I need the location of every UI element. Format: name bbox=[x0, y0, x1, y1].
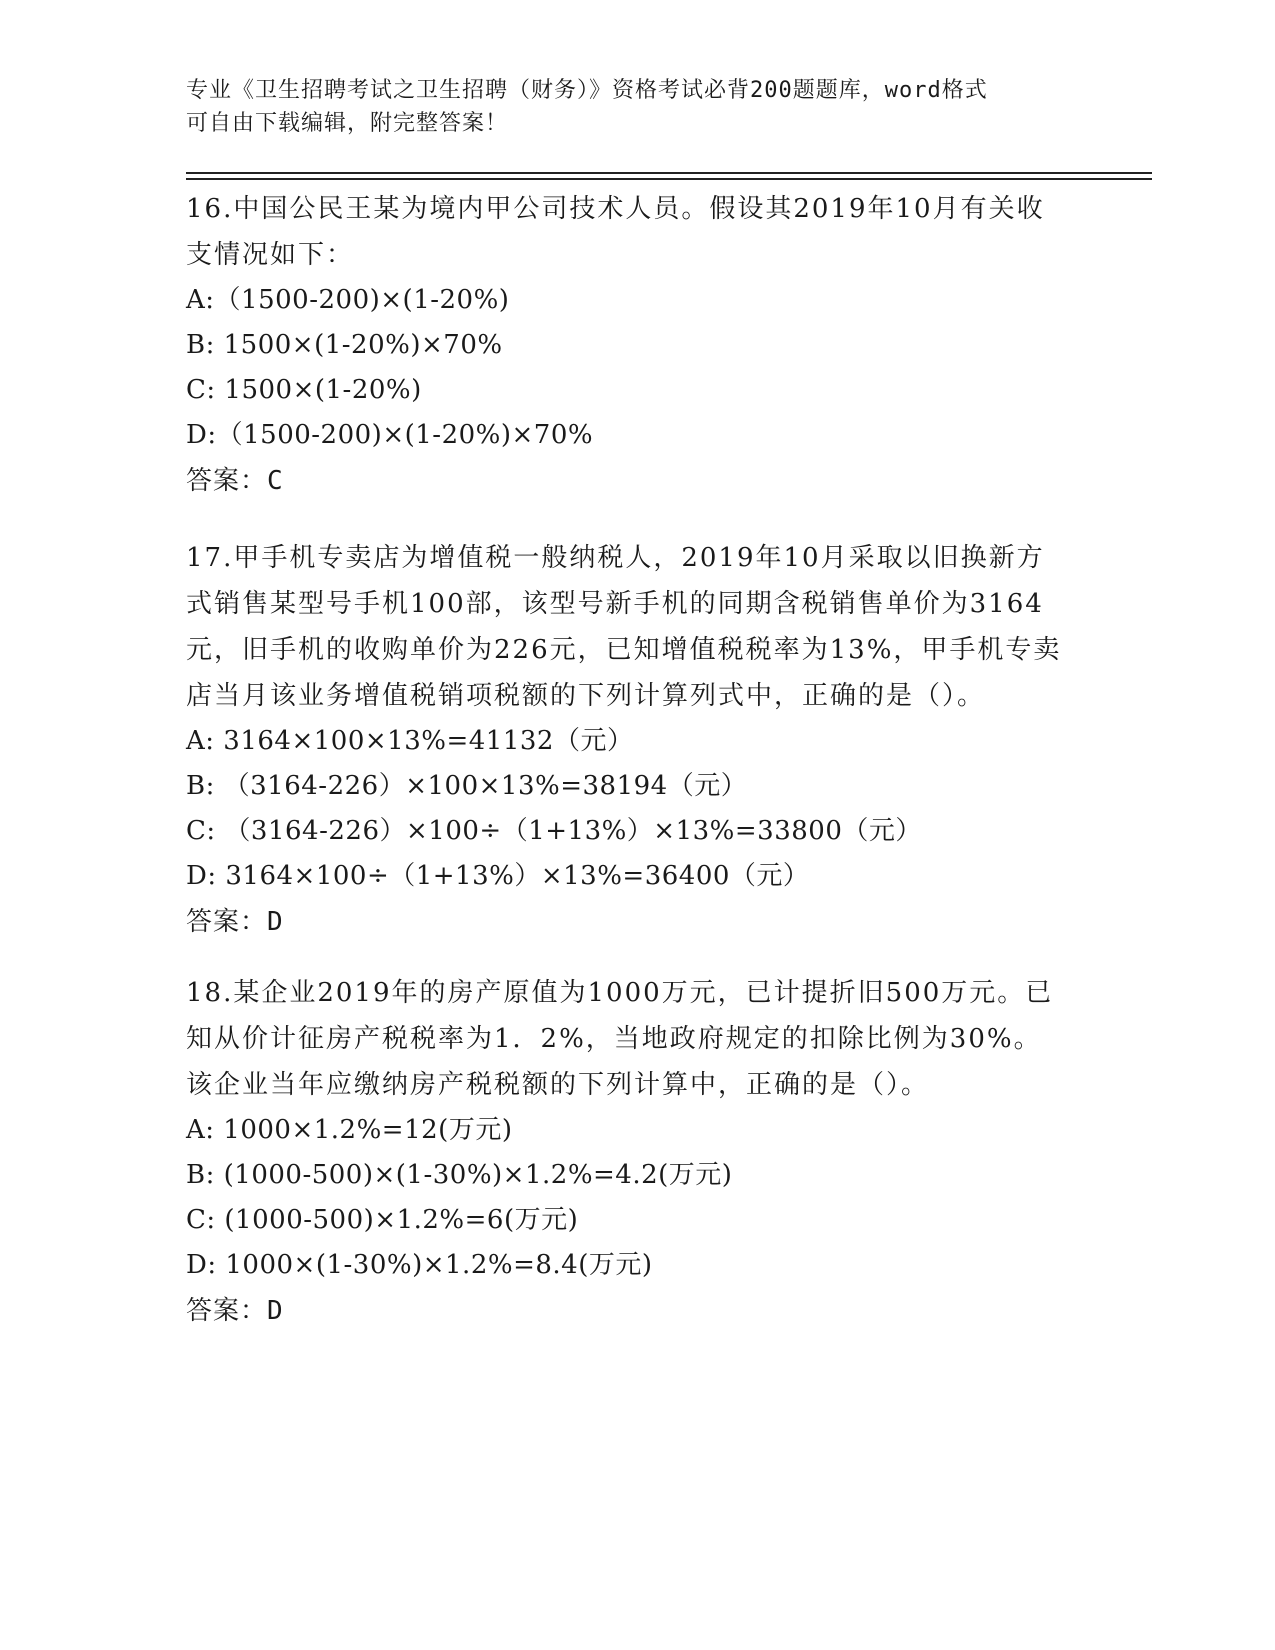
option-c: C: (1000-500)×1.2%=6(万元) bbox=[186, 1205, 579, 1235]
option-d: D:（1500-200)×(1-20%)×70% bbox=[186, 420, 594, 450]
question-stem-line: 式销售某型号手机100部，该型号新手机的同期含税销售单价为3164 bbox=[186, 589, 1044, 619]
option-d: D: 1000×(1-30%)×1.2%=8.4(万元) bbox=[186, 1250, 653, 1280]
question-stem-line: 店当月该业务增值税销项税额的下列计算列式中，正确的是（）。 bbox=[186, 681, 986, 711]
option-b: B: (1000-500)×(1-30%)×1.2%=4.2(万元) bbox=[186, 1160, 733, 1190]
question-stem-line: 17.甲手机专卖店为增值税一般纳税人，2019年10月采取以旧换新方 bbox=[186, 543, 1045, 573]
answer: 答案：D bbox=[186, 1296, 284, 1326]
option-b: B: 1500×(1-20%)×70% bbox=[186, 330, 503, 360]
header-divider bbox=[186, 178, 1152, 180]
option-d: D: 3164×100÷（1+13%）×13%=36400（元） bbox=[186, 861, 810, 891]
question-stem-line: 元，旧手机的收购单价为226元，已知增值税税率为13%，甲手机专卖 bbox=[186, 635, 1062, 665]
question-stem-line: 18.某企业2019年的房产原值为1000万元，已计提折旧500万元。已 bbox=[186, 978, 1054, 1008]
document-header bbox=[186, 74, 1066, 140]
header-line: 专业《卫生招聘考试之卫生招聘（财务）》资格考试必背200题题库，word格式 bbox=[186, 78, 988, 103]
option-c: C: 1500×(1-20%) bbox=[186, 375, 422, 405]
question-stem-line: 知从价计征房产税税率为1．2%，当地政府规定的扣除比例为30%。 bbox=[186, 1024, 1042, 1054]
option-a: A: 1000×1.2%=12(万元) bbox=[186, 1115, 513, 1145]
question-17 bbox=[186, 535, 1086, 945]
header-line: 可自由下载编辑，附完整答案！ bbox=[186, 111, 509, 136]
question-stem-line: 该企业当年应缴纳房产税税额的下列计算中，正确的是（）。 bbox=[186, 1070, 930, 1100]
question-16 bbox=[186, 186, 1086, 504]
option-a: A: 3164×100×13%=41132（元） bbox=[186, 726, 634, 756]
answer: 答案：D bbox=[186, 907, 284, 937]
option-c: C: （3164-226）×100÷（1+13%）×13%=33800（元） bbox=[186, 816, 922, 846]
question-stem-line: 支情况如下： bbox=[186, 240, 355, 270]
option-b: B: （3164-226）×100×13%=38194（元） bbox=[186, 771, 748, 801]
option-a: A:（1500-200)×(1-20%) bbox=[186, 285, 510, 315]
question-stem-line: 16.中国公民王某为境内甲公司技术人员。假设其2019年10月有关收 bbox=[186, 194, 1045, 224]
answer: 答案：C bbox=[186, 466, 284, 496]
header-divider bbox=[186, 172, 1152, 174]
question-18 bbox=[186, 970, 1086, 1334]
